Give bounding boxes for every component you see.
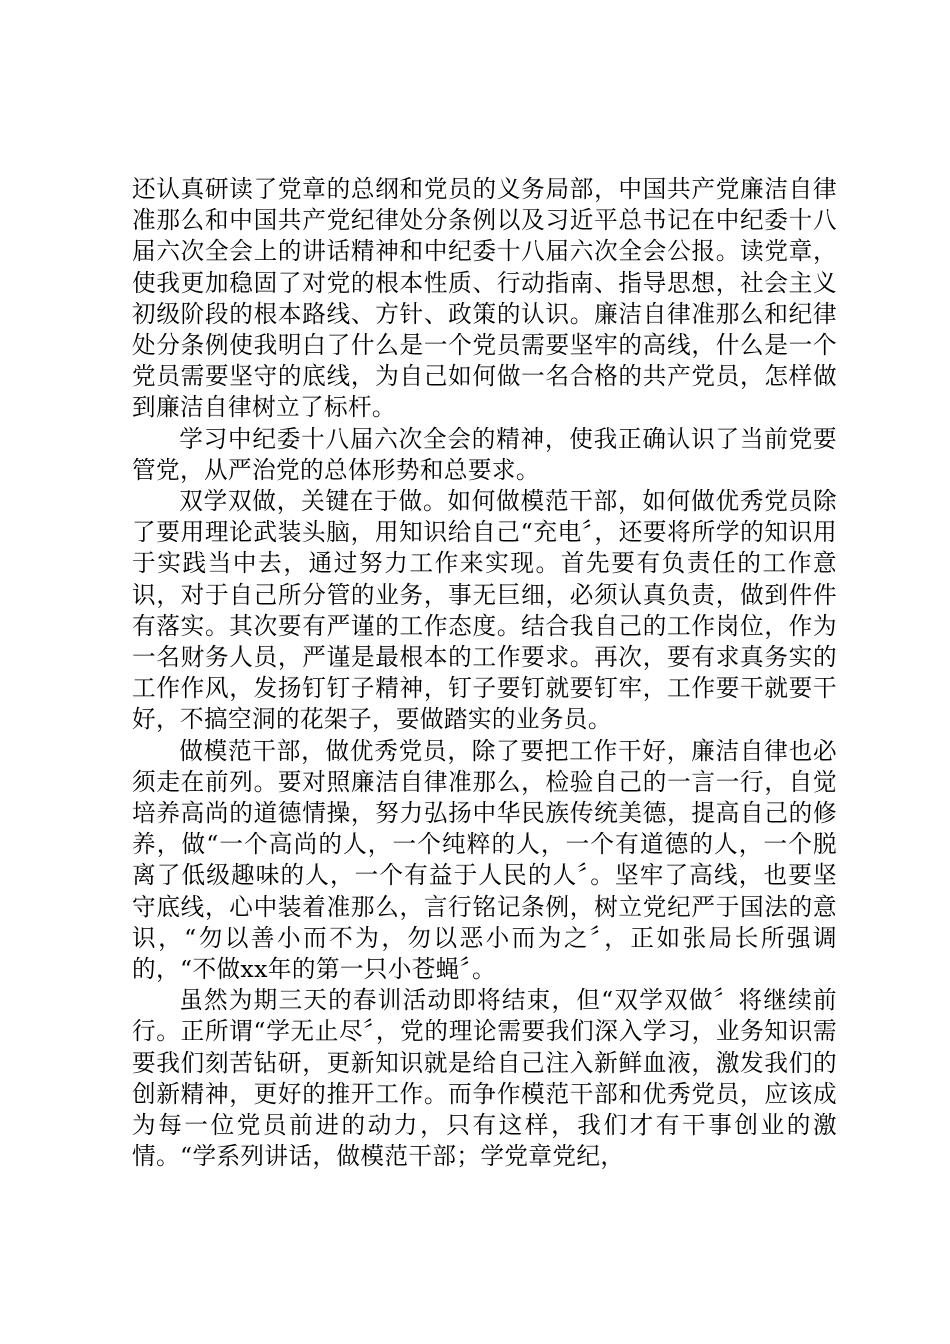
paragraph-1: 还认真研读了党章的总纲和党员的义务局部，中国共产党廉洁自律准那么和中国共产党纪律处分条例以及习近平总书记在中纪委十八届六次全会上的讲话精神和中纪委十八届六次全会公报。读党章，使我更加稳固了对党的根本性质、行动指南、指导思想，社会主义初级阶段的根本路线、方针、政策的认识。廉洁自律准那么和纪律处分条例使我明白了什么是一个党员需要坚牢的高线，什么是一个党员需要坚守的底线，为自己如何做一名合格的共产党员，怎样做到廉洁自律树立了标杆。 xyxy=(132,175,837,422)
paragraph-3: 双学双做，关键在于做。如何做模范干部，如何做优秀党员除了要用理论武装头脑，用知识给自己“充电〞，还要将所学的知识用于实践当中去，通过努力工作来实现。首先要有负责任的工作意识，对于自己所分管的业务，事无巨细，必须认真负责，做到件件有落实。其次要有严谨的工作态度。结合我自己的工作岗位，作为一名财务人员，严谨是最根本的工作要求。再次，要有求真务实的工作作风，发扬钉钉子精神，钉子要钉就要钉牢，工作要干就要干好，不搞空洞的花架子，要做踏实的业务员。 xyxy=(132,487,837,734)
paragraph-2: 学习中纪委十八届六次全会的精神，使我正确认识了当前党要管党，从严治党的总体形势和总要求。 xyxy=(132,424,837,484)
paragraph-5: 虽然为期三天的春训活动即将结束，但“双学双做〞将继续前行。正所谓“学无止尽〞，党的理论需要我们深入学习，业务知识需要我们刻苦钻研，更新知识就是给自己注入新鲜血液，激发我们的创新精神，更好的推开工作。而争作模范干部和优秀党员，应该成为每一位党员前进的动力，只有这样，我们才有干事创业的激情。“学系列讲话，做模范干部；学党章党纪， xyxy=(132,986,837,1171)
document-body xyxy=(132,174,837,1173)
paragraph-4: 做模范干部，做优秀党员，除了要把工作干好，廉洁自律也必须走在前列。要对照廉洁自律准那么，检验自己的一言一行，自觉培养高尚的道德情操，努力弘扬中华民族传统美德，提高自己的修养，做“一个高尚的人，一个纯粹的人，一个有道德的人，一个脱离了低级趣味的人，一个有益于人民的人〞。坚牢了高线，也要坚守底线，心中装着准那么，言行铭记条例，树立党纪严于国法的意识，“勿以善小而不为，勿以恶小而为之〞，正如张局长所强调的，“不做xx年的第一只小苍蝇〞。 xyxy=(132,736,837,984)
